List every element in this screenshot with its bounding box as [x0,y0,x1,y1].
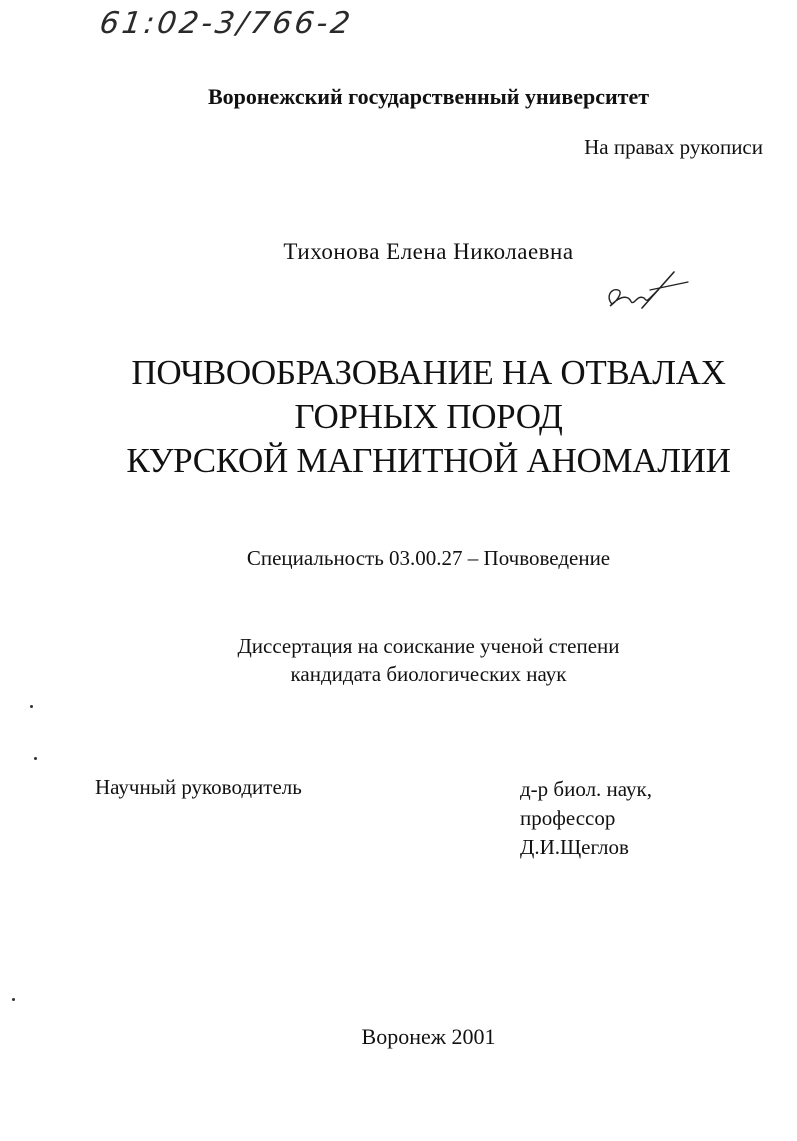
specialty-line: Специальность 03.00.27 – Почвоведение [246,546,611,570]
scan-speck [34,757,37,760]
title-line: ПОЧВООБРАЗОВАНИЕ НА ОТВАЛАХ [131,353,726,392]
university-name: Воронежский государственный университет [207,84,650,109]
supervisor-degree: д-р биол. наук, [520,777,652,801]
scan-speck [12,998,15,1001]
title-line: ГОРНЫХ ПОРОД [294,397,563,436]
degree-statement [0,632,797,688]
author-signature [602,268,692,316]
dissertation-title [0,351,797,483]
manuscript-rights-note: На правах рукописи [584,135,763,159]
degree-statement-line: Диссертация на соискание ученой степени [237,634,620,658]
title-line: КУРСКОЙ МАГНИТНОЙ АНОМАЛИИ [126,441,731,480]
city-and-year: Воронеж 2001 [361,1024,496,1049]
degree-statement-line: кандидата биологических наук [290,662,567,686]
supervisor-name: Д.И.Щеглов [520,835,629,859]
archive-code-handwritten: 61:02-3/766-2 [97,6,356,41]
scan-speck [30,705,33,708]
supervisor-position: профессор [520,806,616,830]
supervisor-info [520,775,652,862]
supervisor-label: Научный руководитель [95,775,302,799]
author-name: Тихонова Елена Николаевна [283,239,574,264]
